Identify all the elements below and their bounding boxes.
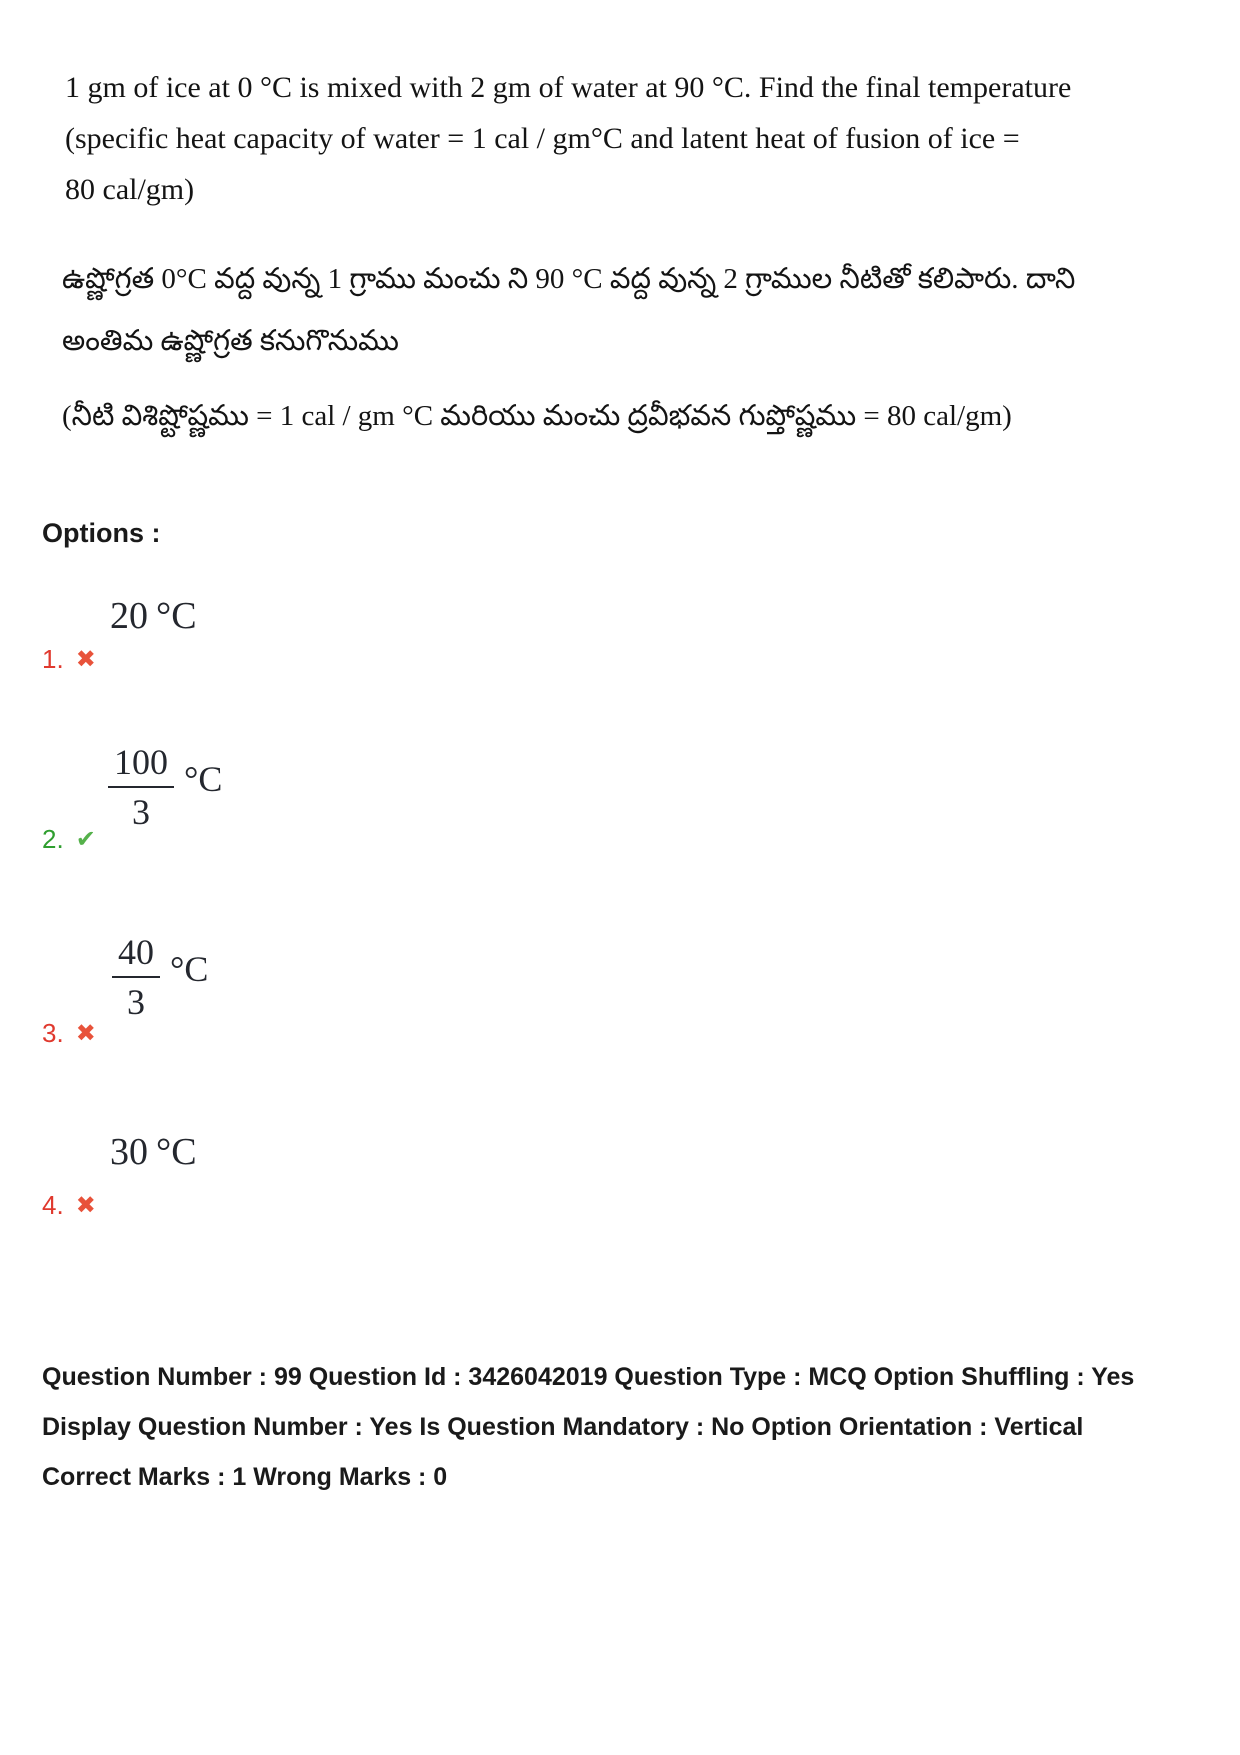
question-telugu-line: అంతిమ ఉష్ణోగ్రత కనుగొనుము bbox=[62, 325, 399, 357]
option-3-fraction bbox=[112, 930, 160, 1024]
fraction-denominator: 3 bbox=[132, 792, 150, 832]
option-4-marker-row bbox=[42, 1190, 96, 1221]
fraction-denominator: 3 bbox=[127, 982, 145, 1022]
question-text-english bbox=[65, 62, 1075, 215]
question-text-telugu bbox=[62, 248, 1112, 372]
metadata-line: Question Number : 99 Question Id : 3426042019 Question Type : MCQ Option Shuffling : Yes bbox=[42, 1363, 1135, 1391]
metadata-line: Correct Marks : 1 Wrong Marks : 0 bbox=[42, 1463, 448, 1491]
question-telugu-line: ఉష్ణోగ్రత 0°C వద్ద వున్న 1 గ్రాము మంచు ని 90 °C వద్ద వున్న 2 గ్రాముల నీటితో కలిపారు. దాని bbox=[62, 263, 1076, 295]
cross-icon: ✖ bbox=[75, 1019, 96, 1047]
option-1-unit: °C bbox=[156, 595, 197, 637]
question-metadata bbox=[42, 1352, 1212, 1502]
option-1-marker-row bbox=[42, 644, 96, 675]
option-4-label: 4. bbox=[42, 1190, 64, 1220]
option-2-value bbox=[108, 740, 222, 834]
metadata-line: Display Question Number : Yes Is Question Mandatory : No Option Orientation : Vertical bbox=[42, 1413, 1084, 1441]
option-4-value bbox=[110, 1130, 197, 1174]
question-telugu-formula: (నీటి విశిష్టోష్ణము = 1 cal / gm °C మరియు మంచు ద్రవీభవన గుప్తోష్ణము = 80 cal/gm) bbox=[62, 400, 1012, 432]
option-1-value bbox=[110, 594, 197, 638]
question-english-line: (specific heat capacity of water = 1 cal / gm°C and latent heat of fusion of ice = bbox=[65, 122, 1020, 155]
cross-icon: ✖ bbox=[75, 1191, 96, 1219]
option-2-fraction bbox=[108, 740, 174, 834]
option-3-marker-row bbox=[42, 1018, 96, 1049]
cross-icon: ✖ bbox=[75, 645, 96, 673]
fraction-numerator: 100 bbox=[108, 740, 174, 788]
option-3-value bbox=[112, 930, 208, 1024]
option-4-unit: °C bbox=[156, 1131, 197, 1173]
option-1-number-value: 20 bbox=[110, 595, 148, 637]
question-english-line: 80 cal/gm) bbox=[65, 173, 195, 206]
fraction-numerator: 40 bbox=[112, 930, 160, 978]
option-4-number-value: 30 bbox=[110, 1131, 148, 1173]
option-3-unit: °C bbox=[170, 949, 209, 989]
question-english-line: 1 gm of ice at 0 °C is mixed with 2 gm of water at 90 °C. Find the final temperature bbox=[65, 71, 1072, 104]
option-2-marker-row bbox=[42, 824, 96, 855]
option-2-label: 2. bbox=[42, 824, 64, 854]
option-2-unit: °C bbox=[184, 759, 223, 799]
check-icon: ✔ bbox=[75, 825, 96, 853]
option-1-label: 1. bbox=[42, 644, 64, 674]
options-label: Options : bbox=[42, 518, 161, 548]
option-3-label: 3. bbox=[42, 1018, 64, 1048]
